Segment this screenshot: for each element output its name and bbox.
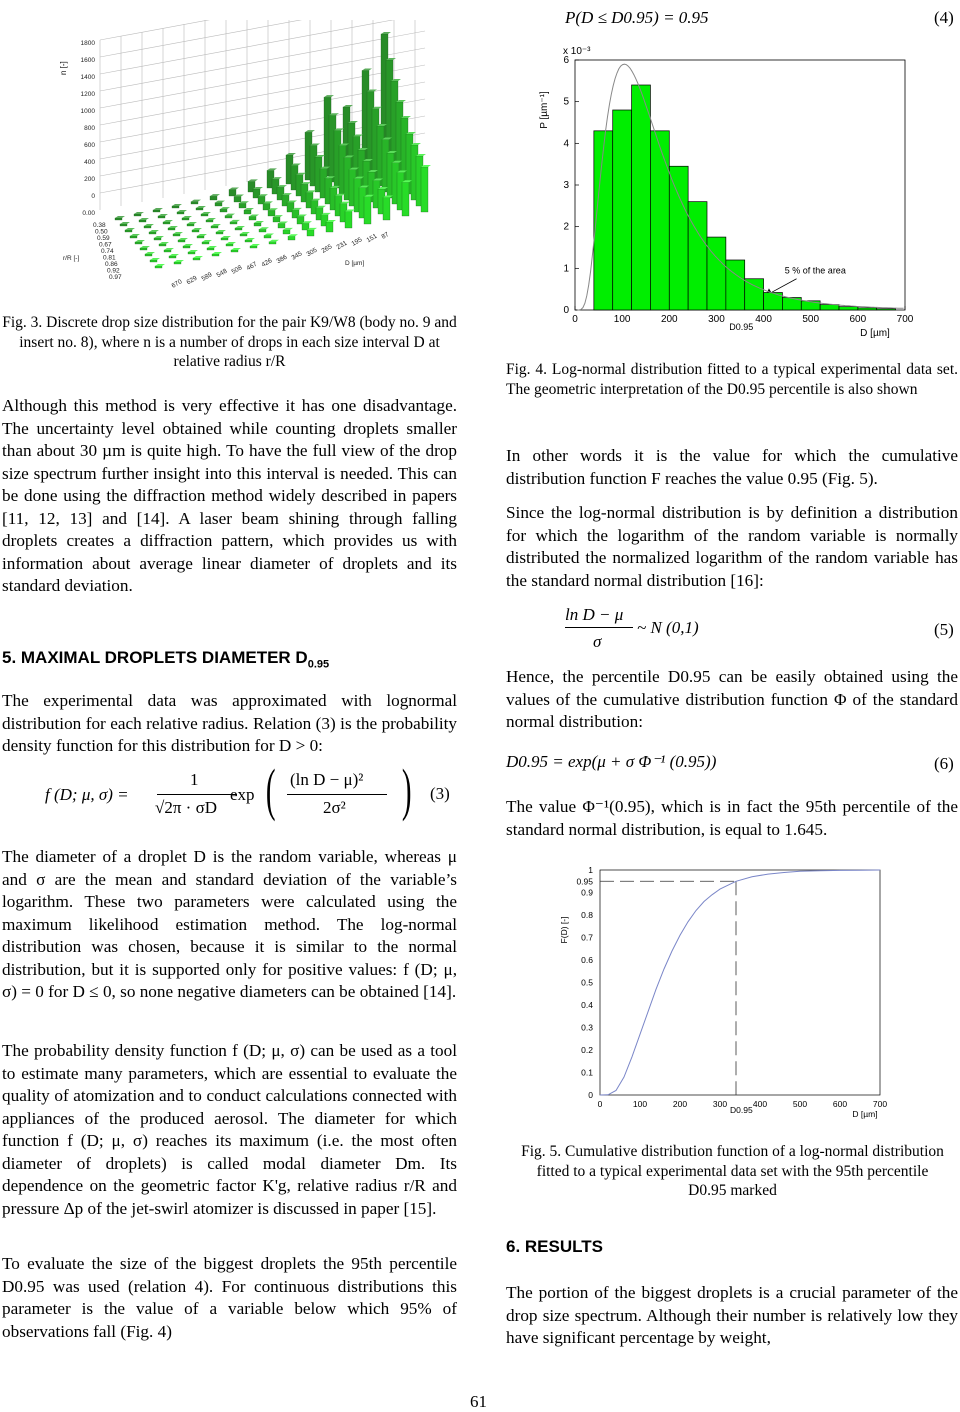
fig3-bar-top xyxy=(173,232,183,234)
fig4-caption: Fig. 4. Log-normal distribution fitted to a typical experimental data set. The geometric interpretation of the D0.95 percentile is also shown xyxy=(506,361,958,398)
fig4-x-tick-label: 700 xyxy=(896,314,914,325)
fig4-bar xyxy=(669,166,688,310)
fig3-bar xyxy=(144,226,151,228)
fig4-x-tick-label: 500 xyxy=(802,314,820,325)
fig3-bar xyxy=(192,230,199,232)
fig5-y-tick-label: 0.2 xyxy=(581,1045,593,1055)
left-paragraph-3: The diameter of a droplet D is the random variable, whereas μ and σ are the mean and standard deviation of the variable’s logarithm. These two parameters were calculated using the maximum likelihood estimation method. The log-normal distribution was chosen, because it is similar to the normal distribution, but it is supported only for positive values: f (D; μ, σ) = 0 for D ≤ 0, so none negative diameters can be obtained [14]. xyxy=(2,847,457,1001)
fig3-bar xyxy=(196,208,203,210)
fig4-y-tick-label: 6 xyxy=(563,55,569,66)
fig3-bar-top xyxy=(226,242,236,244)
fig4-x-tick-label: 200 xyxy=(660,314,678,325)
fig3-bar-top xyxy=(159,242,169,244)
fig3-bar xyxy=(307,230,314,236)
fig4-bar xyxy=(613,110,632,310)
fig3-bar xyxy=(364,197,371,224)
fig3-bar-top xyxy=(231,248,241,250)
fig3-rR-tick-label: 0.97 xyxy=(109,274,122,281)
fig3-bar xyxy=(250,246,257,248)
fig3-bar-top xyxy=(269,240,279,242)
fig3-D-tick-label: 151 xyxy=(365,232,379,245)
left-paragraph-4: The probability density function f (D; μ, σ) can be used as a tool to estimate many parameters, which are essential to evaluate the quality of atomization and to conduct calculations connected with appliances of the produced aerosol. The diameter for which function f (D; μ, σ) reaches its maximum (i.e. the most often diameter of droplets) is called modal diameter Dm. Its dependence on the geometric factor K'g, relative radius r/R and pressure Δp of the jet-swirl atomizer is discussed in paper [15]. xyxy=(2,1041,457,1218)
fig3-bar xyxy=(220,209,227,212)
fig3-bar xyxy=(230,222,237,224)
fig3-bar xyxy=(172,206,179,208)
fig3-bar-top xyxy=(140,246,150,248)
fig3-bar xyxy=(216,232,223,234)
fig5-x-tick-label: 400 xyxy=(752,1099,768,1109)
fig3-D-tick-label: 548 xyxy=(215,267,229,280)
fig3-bar-top xyxy=(202,240,212,242)
fig3-rR-tick-label: 0.59 xyxy=(97,235,110,242)
fig3-bar xyxy=(231,250,238,252)
fig3-bar xyxy=(225,216,232,218)
fig3-bar xyxy=(155,266,162,268)
right-paragraph-4: The value Φ⁻¹(0.95), which is in fact the 95th percentile of the standard normal distribution, is equal to 1.645. xyxy=(506,797,958,839)
fig5-y-tick-label: 0.9 xyxy=(581,887,593,898)
fig3-bar-top xyxy=(188,250,198,252)
fig3-bar-top xyxy=(206,218,216,220)
fig3-rR-tick-label: 0.81 xyxy=(103,254,116,262)
fig3-bar-top xyxy=(305,130,315,132)
fig3-D-tick-label: 265 xyxy=(320,243,334,255)
fig3-bar-top xyxy=(192,228,202,230)
fig3-D-tick-label: 345 xyxy=(290,250,304,262)
fig3-bar-top xyxy=(229,188,239,190)
section-5-heading: 5. MAXIMAL DROPLETS DIAMETER $D_{0.95}$ xyxy=(2,648,330,671)
fig3-bar-top xyxy=(150,258,160,260)
fig4-bar xyxy=(839,307,858,310)
fig4-bar xyxy=(707,237,726,310)
fig3-bar-top xyxy=(193,256,203,258)
fig5-x-tick-label: 500 xyxy=(792,1099,808,1109)
fig3-bar xyxy=(249,217,256,220)
fig5-y-tick-label: 0.6 xyxy=(581,955,593,965)
fig3-D-tick-label: 589 xyxy=(200,271,214,283)
fig3-bar xyxy=(164,250,171,252)
fig3-D-tick-label: 426 xyxy=(260,257,274,269)
fig3-bar xyxy=(264,236,271,238)
fig4-x-tick-label: 600 xyxy=(849,314,867,325)
fig4-y-tick-label: 2 xyxy=(563,221,569,233)
fig3-bar-top xyxy=(164,248,174,250)
fig3-bar xyxy=(278,223,285,228)
fig3-bar xyxy=(168,228,175,230)
fig3-bar-top xyxy=(155,264,165,266)
fig4-bar xyxy=(650,131,669,310)
fig4-bar xyxy=(745,279,764,310)
fig3-bar-top xyxy=(135,240,145,242)
fig3-bar-top xyxy=(153,208,163,210)
fig3-bar xyxy=(234,197,241,202)
fig3-caption: Fig. 3. Discrete drop size distribution for the pair K9/W8 (body no. 9 and insert no. 8), where n is a number of drops in each size interval D at relative radius r/R xyxy=(2,314,457,370)
fig3-bar xyxy=(273,217,280,222)
fig3-bar xyxy=(149,232,156,234)
fig3-bar xyxy=(240,234,247,236)
fig3-bar xyxy=(154,238,161,240)
fig4-histogram xyxy=(520,45,920,345)
fig3-bar xyxy=(229,190,236,196)
fig3-bar-top xyxy=(168,226,178,228)
fig4-y-axis-label: P [µm⁻¹] xyxy=(539,91,550,129)
fig3-bar xyxy=(120,224,127,226)
fig3-bar-top xyxy=(216,230,226,232)
fig3-D-tick-label: 231 xyxy=(335,239,349,252)
fig4-x-tick-label: 300 xyxy=(708,314,725,325)
fig3-bar-top xyxy=(177,210,187,212)
fig3-bar xyxy=(221,238,228,240)
fig3-bar xyxy=(187,224,194,226)
fig3-bar-top xyxy=(220,207,230,209)
fig3-bar xyxy=(215,203,222,206)
fig3-bar-top xyxy=(183,244,193,246)
fig3-bar-top xyxy=(197,234,207,236)
fig5-x-tick-label: 300 xyxy=(712,1099,728,1109)
fig3-n-tick-label: 800 xyxy=(84,125,95,132)
fig5-y-tick-label: 0.1 xyxy=(581,1067,593,1078)
fig4-bar xyxy=(594,131,613,310)
fig3-D-axis-label: D [µm] xyxy=(345,260,365,267)
fig3-n-tick-label: 0 xyxy=(91,193,95,200)
fig3-bar xyxy=(212,254,219,256)
fig3-n-tick-label: 200 xyxy=(84,176,95,183)
fig5-caption: Fig. 5. Cumulative distribution function of a log-normal distribution fitted to a typical experimental data set with the 95th percentile D0.95 marked xyxy=(521,1143,944,1199)
fig3-3d-chart xyxy=(55,20,445,305)
fig3-bar xyxy=(302,223,309,230)
fig3-rR-tick-label: 0.38 xyxy=(93,222,106,229)
fig3-n-tick-label: 1200 xyxy=(80,91,95,98)
fig3-bar xyxy=(235,228,242,230)
fig3-n-tick-label: 1000 xyxy=(80,108,95,115)
fig3-n-tick-label: 1800 xyxy=(80,40,95,47)
fig3-bar-top xyxy=(254,221,264,223)
fig4-bar xyxy=(632,85,651,310)
fig3-bar xyxy=(239,203,246,208)
fig3-bar-top xyxy=(210,194,220,196)
fig3-rR-tick-label: 0.50 xyxy=(95,228,108,236)
fig3-bar-top xyxy=(134,212,144,214)
fig3-bar xyxy=(182,218,189,220)
fig3-bar-top xyxy=(174,260,184,262)
fig3-bar xyxy=(383,198,390,221)
fig3-bar-top xyxy=(130,234,140,236)
fig3-bar-top xyxy=(225,214,235,216)
equation-3-number: (3) xyxy=(430,784,450,803)
fig5-y-tick-label: 1 xyxy=(588,865,593,875)
equation-5: ln D − μ σ ~ N (0,1) xyxy=(565,605,699,651)
fig3-rR-tick-label: 0.92 xyxy=(107,267,120,275)
fig3-bar xyxy=(259,229,266,232)
fig5-y-tick-label: 0.95 xyxy=(576,876,593,887)
fig3-bar-top xyxy=(145,252,155,254)
fig3-n-tick-label: 1400 xyxy=(80,74,95,81)
fig3-bar-top xyxy=(288,234,298,236)
fig3-D-tick-label: 467 xyxy=(245,260,259,273)
fig3-n-tick-label: 0.00 xyxy=(82,210,95,217)
fig3-bar xyxy=(211,226,218,228)
fig3-bar xyxy=(178,240,185,242)
fig3-bar xyxy=(177,212,184,214)
fig3-bar-top xyxy=(248,179,258,181)
equation-5-number: (5) xyxy=(934,620,954,639)
fig3-bar xyxy=(183,246,190,248)
fig3-bar xyxy=(207,248,214,250)
fig4-x-tick-label: 100 xyxy=(613,314,631,325)
fig3-bar xyxy=(245,240,252,242)
fig3-bar-top xyxy=(264,234,274,236)
right-paragraph-5: The portion of the biggest droplets is a crucial parameter of the drop size spectrum. Although their number is relatively low they have significant percentage by weight, xyxy=(506,1283,958,1347)
fig3-bar xyxy=(421,167,428,212)
fig4-y-multiplier: x 10⁻³ xyxy=(563,46,591,57)
fig3-bar xyxy=(191,202,198,204)
right-paragraph-1: In other words it is the value for which the cumulative distribution function F reaches the value 0.95 (Fig. 5). xyxy=(506,446,958,488)
fig3-D-tick-label: 386 xyxy=(275,253,289,266)
fig3-rR-tick-label: 0.86 xyxy=(105,261,118,268)
fig3-bar xyxy=(134,214,141,216)
fig3-bar-top xyxy=(240,232,250,234)
fig3-bar xyxy=(140,248,147,250)
fig3-bar-top xyxy=(249,215,259,217)
fig3-bar-top xyxy=(343,105,353,107)
fig3-bar xyxy=(263,203,270,210)
fig3-bar xyxy=(254,223,261,226)
fig4-d095-label: D0.95 xyxy=(729,322,754,332)
fig3-bar-top xyxy=(259,227,269,229)
fig4-bar xyxy=(858,308,877,310)
fig5-x-tick-label: 700 xyxy=(872,1099,888,1109)
fig3-n-tick-label: 600 xyxy=(84,142,95,149)
equation-6: D0.95 = exp(μ + σ Φ⁻¹ (0.95)) xyxy=(506,752,717,771)
fig3-bar-top xyxy=(362,69,372,71)
fig3-bar-top xyxy=(120,222,130,224)
fig3-rR-axis-label: r/R [-] xyxy=(63,255,80,262)
fig3-bar-top xyxy=(211,224,221,226)
fig3-rR-tick-label: 0.74 xyxy=(101,248,114,255)
fig3-bar-top xyxy=(235,226,245,228)
fig4-y-tick-label: 3 xyxy=(563,180,569,191)
fig3-bar xyxy=(139,220,146,222)
fig3-gridline xyxy=(100,20,425,57)
fig5-plot-frame xyxy=(600,870,880,1095)
fig3-bar-top xyxy=(250,244,260,246)
fig3-bar xyxy=(150,260,157,262)
fig3-bar-top xyxy=(196,206,206,208)
fig3-bar xyxy=(288,236,295,240)
fig3-bar-top xyxy=(244,208,254,210)
fig5-x-tick-label: 600 xyxy=(832,1099,848,1109)
fig5-d095-label: D0.95 xyxy=(730,1105,753,1115)
fig3-bar-top xyxy=(283,228,293,230)
fig3-n-tick-label: 400 xyxy=(84,159,95,166)
fig5-y-tick-label: 0 xyxy=(588,1090,593,1100)
fig3-bar-top xyxy=(139,218,149,220)
fig3-bar xyxy=(268,210,275,216)
fig3-bar-top xyxy=(158,214,168,216)
fig3-bar-top xyxy=(149,230,159,232)
page-number: 61 xyxy=(470,1392,487,1411)
fig3-gridline xyxy=(100,31,425,91)
fig3-bar-top xyxy=(230,220,240,222)
fig4-bar xyxy=(820,305,839,310)
fig3-bar xyxy=(145,254,152,256)
fig3-bar xyxy=(210,196,217,200)
fig4-x-tick-label: 0 xyxy=(572,314,578,325)
fig3-bar xyxy=(188,252,195,254)
fig5-y-tick-label: 0.3 xyxy=(581,1022,593,1033)
fig3-bar-top xyxy=(182,216,192,218)
fig3-bar xyxy=(159,244,166,246)
equation-3: f (D; μ, σ) = 1 √2π · σD exp ( (ln D − μ)² 2σ² ) xyxy=(45,757,412,822)
fig4-annotation: 5 % of the area xyxy=(784,265,846,276)
fig3-bar-top xyxy=(221,236,231,238)
fig3-bar xyxy=(130,236,137,238)
fig4-bar xyxy=(877,309,896,310)
fig3-bar-top xyxy=(178,238,188,240)
fig5-x-tick-label: 0 xyxy=(597,1099,603,1109)
fig3-bar xyxy=(202,242,209,244)
fig5-y-tick-label: 0.8 xyxy=(581,910,593,920)
fig3-bar xyxy=(174,262,181,264)
fig3-bar-top xyxy=(115,216,125,218)
fig3-bar xyxy=(244,210,251,214)
left-paragraph-1: Although this method is very effective it has one disadvantage. The uncertainty level obtained while counting droplets smaller than about 30 µm is quite high. To have the full view of the drop size spectrum further insight into this interval is needed. This can be done using the diffraction method widely described in papers [11, 12, 13] and [14]. A laser beam shining through falling droplets creates a diffraction pattern, which provides us with information about average linear diameter of droplets and its standard deviation. xyxy=(2,396,457,595)
fig3-bar xyxy=(283,230,290,234)
fig4-x-tick-label: 400 xyxy=(755,314,772,325)
fig3-bar-top xyxy=(163,220,173,222)
fig5-y-axis-label: F(D) [-] xyxy=(559,916,569,944)
fig3-bar-top xyxy=(324,95,334,97)
fig5-y-tick-label: 0.5 xyxy=(581,977,593,988)
fig3-D-tick-label: 305 xyxy=(305,246,319,259)
fig3-bar xyxy=(269,242,276,244)
fig3-bar xyxy=(115,218,122,220)
fig3-bar-top xyxy=(191,200,201,202)
fig3-n-axis-label: n [-] xyxy=(59,61,68,75)
fig3-gridline xyxy=(100,20,425,74)
fig4-bar xyxy=(688,202,707,310)
fig3-bar xyxy=(326,222,333,232)
fig4-bar xyxy=(726,260,745,310)
fig3-bar xyxy=(158,216,165,218)
fig5-cdf-curve xyxy=(600,870,880,1095)
fig3-gridline xyxy=(100,48,425,108)
fig3-bar-top xyxy=(154,236,164,238)
left-paragraph-5: To evaluate the size of the biggest droplets the 95th percentile D0.95 was used (relation 4). For continuous distributions this parameter is the value of a variable below which 95% of observations fall (Fig. 4) xyxy=(2,1254,457,1341)
fig5-x-axis-label: D [µm] xyxy=(852,1109,878,1119)
fig3-bar-top xyxy=(381,32,391,34)
equation-6-number: (6) xyxy=(934,754,954,773)
fig3-bar-top xyxy=(267,168,277,170)
fig3-bar-top xyxy=(125,228,135,230)
fig4-y-tick-label: 4 xyxy=(563,138,569,150)
fig3-bar xyxy=(153,210,160,212)
fig4-y-tick-label: 1 xyxy=(563,263,569,275)
fig3-bar-top xyxy=(245,238,255,240)
fig3-bar-top xyxy=(207,246,217,248)
fig3-bar xyxy=(169,256,176,258)
fig3-bar-top xyxy=(201,212,211,214)
fig4-y-tick-label: 5 xyxy=(563,96,569,108)
fig3-bar xyxy=(201,214,208,216)
fig3-n-tick-label: 1600 xyxy=(80,57,95,64)
fig3-bar-top xyxy=(169,254,179,256)
fig3-bar-top xyxy=(286,153,296,155)
fig3-bar-top xyxy=(144,224,154,226)
fig4-y-tick-label: 0 xyxy=(563,305,569,316)
fig4-x-axis-label: D [µm] xyxy=(860,328,890,339)
fig3-D-tick-label: 508 xyxy=(230,264,244,276)
fig5-y-tick-label: 0.7 xyxy=(581,932,593,943)
fig3-bar xyxy=(402,182,409,216)
fig5-x-tick-label: 200 xyxy=(672,1099,688,1109)
fig3-bar xyxy=(125,230,132,232)
fig3-bar xyxy=(173,234,180,236)
fig3-bar xyxy=(163,222,170,224)
fig3-bar xyxy=(345,211,352,228)
fig3-bar xyxy=(135,242,142,244)
fig3-bar xyxy=(197,236,204,238)
fig3-bar-top xyxy=(215,201,225,203)
section-6-heading: 6. RESULTS xyxy=(506,1237,603,1256)
fig5-x-tick-label: 100 xyxy=(632,1099,648,1109)
right-paragraph-2: Since the log-normal distribution is by definition a distribution for which the logarithm of the random variable is normally distributed the normalized logarithm of the random variable has the standard normal distribution [16]: xyxy=(506,503,958,590)
equation-4-number: (4) xyxy=(934,8,954,27)
fig3-bar xyxy=(193,258,200,260)
fig3-bar-top xyxy=(187,222,197,224)
right-paragraph-3: Hence, the percentile D0.95 can be easily obtained using the values of the cumulative distribution function Φ of the standard normal distribution: xyxy=(506,667,958,731)
fig3-D-tick-label: 87 xyxy=(380,231,391,241)
fig5-y-tick-label: 0.4 xyxy=(581,1000,593,1010)
fig3-bar xyxy=(206,220,213,222)
fig3-D-tick-label: 629 xyxy=(185,274,199,287)
fig3-rR-tick-label: 0.67 xyxy=(99,241,112,249)
fig5-cdf-chart xyxy=(555,860,900,1125)
fig3-bar xyxy=(226,244,233,246)
left-paragraph-2: The experimental data was approximated with lognormal distribution for each relative radius. Relation (3) is the probability density function for this distribution for D > 0: xyxy=(2,691,457,755)
fig3-D-tick-label: 195 xyxy=(350,236,364,248)
fig3-bar-top xyxy=(172,204,182,206)
fig3-bar-top xyxy=(212,252,222,254)
equation-4: P(D ≤ D0.95) = 0.95 xyxy=(565,8,709,27)
fig3-D-tick-label: 670 xyxy=(170,278,184,290)
